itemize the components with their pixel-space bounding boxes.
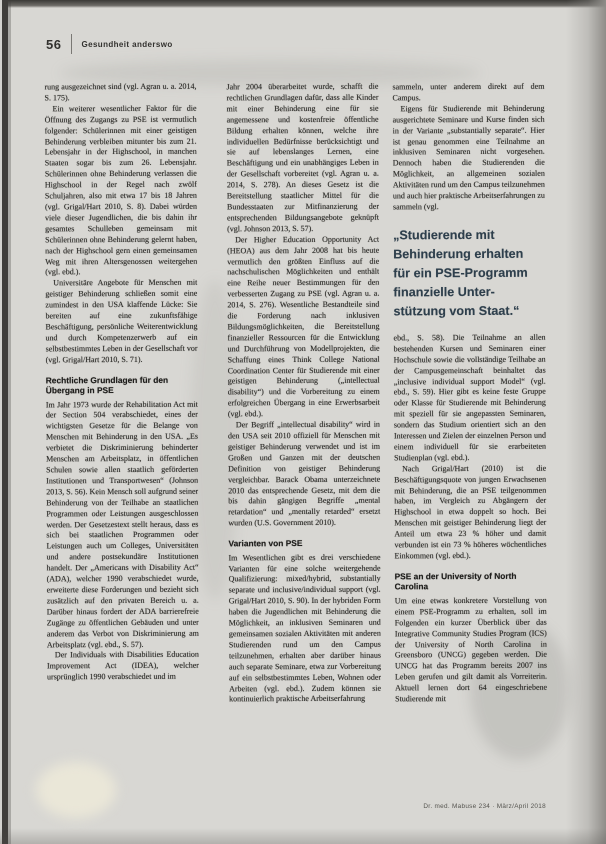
paragraph: Jahr 2004 überarbeitet wurde, schafft die rechtlichen Grundlagen dafür, dass alle Kinder mit einer Behinderung eine für sie angemessene und kostenfreie öffentliche Bildung erhalten können, welche ihre individuellen Bedürfnisse berücksichtigt und sie auf lebenslanges Lernen, eine Beschäftigung und ein unabhängiges Leben in der Gesellschaft vorbereitet (vgl. Agran u. a. 2014, S. 278). An dieses Gesetz ist die Bereitstellung staatlicher Mittel für die Bundesstaaten zur Mitfinanzierung der entsprechenden Bildungsangebote geknüpft (vgl. Johnson 2013, S. 57). [226,81,380,234]
section-heading: PSE an der University of North Carolina [394,570,517,592]
page-number: 56 [46,36,62,52]
paragraph: Der Begriff „intellectual disability“ wird in den USA seit 2010 offiziell für Menschen mit geistiger Behinderung verwendet und ist im Großen und Ganzen mit der deutschen Definition von geistiger Behinderung vergleichbar. Barack Obama unterzeichnete 2010 das entsprechende Gesetz, mit dem die bis dahin gängigen Begriffe „mental retardation“ und „mentally retarded“ ersetzt wurden (U.S. Government 2010). [227,419,381,528]
paragraph: rung ausgezeichnet sind (vgl. Agran u. a. 2014, S. 175). [44,81,197,103]
section-heading: Rechtliche Grundlagen für den Übergang in PSE [45,374,169,396]
paragraph: ebd., S. 58). Die Teilnahme an allen bestehenden Kursen und Seminaren einer Hochschule sowie die vollständige Teilhabe an der Campusgemeinschaft beinhaltet das „inclusive individual support Model“ (vgl. ebd., S. 59). Hier gibt es keine feste Gruppe oder Klasse für Studierende mit Behinderung mit speziell für sie angepassten Seminaren, sondern das Studium orientiert sich an den Interessen und Zielen der einzelnen Person und einem individuell für sie erarbeiteten Studienplan (vgl. ebd.). [393,332,547,463]
paragraph: Der Higher Education Opportunity Act (HEOA) aus dem Jahr 2008 hat bis heute vermutlich den größten Einfluss auf die nachschulischen Möglichkeiten und enthält eine Reihe neuer Bestimmungen für den verbesserten Zugang zu PSE (vgl. Agran u. a. 2014, S. 276). Wesentliche Bestandteile sind die Forderung nach inklusiven Bildungsmöglichkeiten, die Bereitstellung finanzieller Ressourcen für die Entwicklung und Durchführung von Modellprojekten, die Schaffung eines Think College National Coordination Center für Studierende mit einer geistigen Behinderung („intellectual disability“) und die Vorbereitung zu einem erfolgreichen Übergang in eine Erwerbsarbeit (vgl. ebd.). [227,234,380,419]
paragraph: Ein weiterer wesentlicher Faktor für die Öffnung des Zugangs zu PSE ist vermutlich folgender: Schülerinnen mit einer geistigen Behinderung verbleiben mitunter bis zum 21. Lebensjahr in der Highschool, in manchen Staaten sogar bis zum 26. Lebensjahr. Schülerinnen ohne Behinderung verlassen die Highschool in der Regel nach zwölf Schuljahren, also mit etwa 17 bis 18 Jahren (vgl. Grigal/Hart 2010, S. 8). Dabei würden viele dieser Jugendlichen, die bis dahin ihr gesamtes Schulleben gemeinsam mit Schülerinnen ohne Behinderung gelernt haben, nach der Highschool gern einen gemeinsamen Weg mit ihren Altersgenossen weitergehen (vgl. ebd.). [44,103,198,277]
pull-quote [393,226,545,322]
scan-edge-left [0,0,14,844]
pull-quote-line: stützung vom Staat.“ [393,303,520,319]
header-divider [71,34,72,54]
footer-journal-info: Dr. med. Mabuse 234 · März/April 2018 [423,803,546,810]
paragraph: Im Jahr 1973 wurde der Rehabilitation Act mit der Section 504 verabschiedet, eines der wichtigsten Gesetze für die Belange von Menschen mit Behinderung in den USA. „Es verbietet die Diskriminierung behinderter Menschen am Arbeitsplatz, in öffentlichen Schulen sowie allen staatlich geförderten Institutionen und Transportwesen“ (Johnson 2013, S. 56). Kein Mensch soll aufgrund seiner Behinderung von der Teilhabe an staatlichen Programmen oder Leistungen ausgeschlossen werden. Der Gesetzestext stellt heraus, dass es sich bei staatlichen Programmen oder Leistungen auch um Colleges, Universitäten und andere postsekundäre Institutionen handelt. Der „Americans with Disability Act“ (ADA), welcher 1990 verabschiedet wurde, erweiterte diese Forderungen und bezieht sich zusätzlich auf den privaten Bereich u. a. Darüber hinaus fordert der ADA barrierefreie Zugänge zu öffentlichen Gebäuden und unter anderem das Verbot von Diskriminierung am Arbeitsplatz (vgl. ebd., S. 57). [45,399,199,649]
text-column-2 [226,82,381,805]
text-column-1 [44,82,199,805]
paragraph: Der Individuals with Disabilities Education Improvement Act (IDEA), welcher ursprünglich 1990 verabschiedet und im [46,650,199,682]
paragraph: sammeln, unter anderem direkt auf dem Campus. [392,81,545,103]
paragraph: Um eine etwas konkretere Vorstellung von einem PSE-Programm zu erhalten, soll im Folgenden ein kurzer Überblick über das Integrative Community Studies Program (ICS) der University of North Carolina in Greensboro (UNCG) gegeben werden. Die UNCG hat das Programm bereits 2007 ins Leben gerufen und gilt damit als Vorreiterin. Aktuell lernen dort 64 eingeschriebene Studierende mit [394,595,548,704]
scan-shadow-bottom [0,828,606,844]
paragraph: Nach Grigal/Hart (2010) ist die Beschäftigungsquote von jungen Erwachsenen mit Behinderung, die an PSE teilgenommen haben, im Vergleich zu Abgängern der Highschool in etwa doppelt so hoch. Bei Menschen mit geistiger Behinderung liegt der Anteil um etwa 23 % höher und damit verbunden ist ein 73 % höheres wöchentliches Einkommen (vgl. ebd.). [394,463,547,561]
paragraph: Universitäre Angebote für Menschen mit geistiger Behinderung schließen somit eine zumindest in den USA klaffende Lücke: Sie bereiten auf eine zukunftsfähige Beschäftigung, persönliche Weiterentwicklung und durch Kompetenzerwerb auf ein selbstbestimmtes Leben in der Gesellschaft vor (vgl. Grigal/Hart 2010, S. 71). [45,277,198,364]
pull-quote-line: Behinderung erhalten [393,246,524,262]
text-column-3 [392,82,547,805]
pull-quote-line: „Studierende mit [393,227,495,243]
pull-quote-line: für ein PSE-Programm [393,265,528,281]
scan-edge-top [0,0,606,8]
page-header [46,34,173,54]
pull-quote-line: finanzielle Unter- [393,284,495,300]
paragraph: Eigens für Studierende mit Behinderung ausgerichtete Seminare und Kurse finden sich in der Variante „substantially separate“. Hier ist genau genommen eine Teilnahme an inklusiven Seminaren nicht vorgesehen. Dennoch haben die Studierenden die Möglichkeit, an allgemeinen sozialen Aktivitäten rund um den Campus teilzunehmen und auch hier praktische Arbeitserfahrungen zu sammeln (vgl. [392,103,545,212]
paragraph: Im Wesentlichen gibt es drei verschiedene Varianten für eine solche weitergehende Qualifizierung: mixed/hybrid, substantially separate und inclusive/individual support (vgl. Grigal/Hart 2010, S. 90). In der hybriden Form haben die Jugendlichen mit Behinderung die Möglichkeit, an inklusiven Seminaren und gemeinsamen sozialen Aktivitäten mit anderen Studierenden rund um den Campus teilzunehmen, erhalten aber darüber hinaus auch separate Seminare, etwa zur Vorbereitung auf ein selbstbestimmtes Leben, Wohnen oder Arbeiten (vgl. ebd.). Zudem können sie kontinuierlich praktische Arbeitserfahrung [228,552,382,704]
section-heading: Varianten von PSE [228,538,303,549]
scan-shadow-right [566,0,606,844]
section-title: Gesundheit anderswo [81,40,173,49]
